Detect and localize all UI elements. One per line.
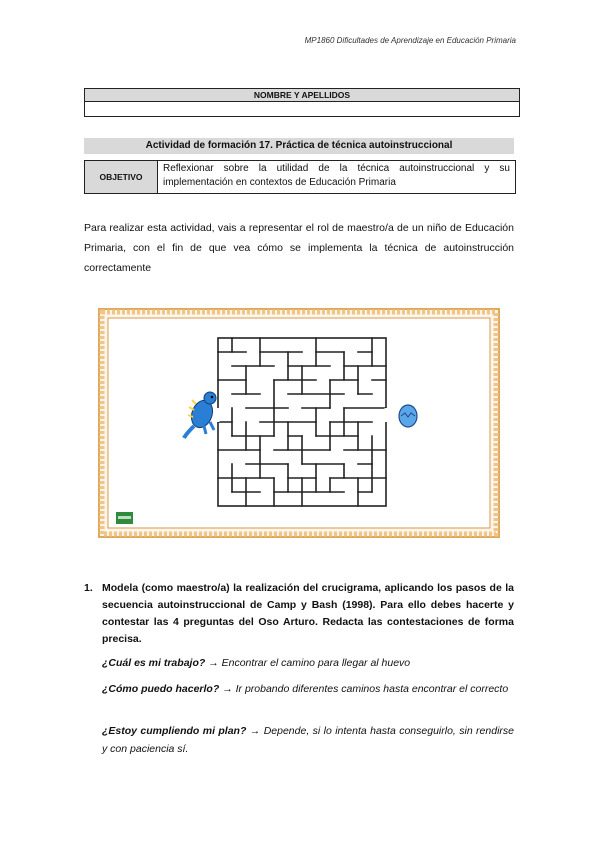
- question-text: Modela (como maestro/a) la realización del crucigrama, aplicando los pasos de la secuencia autoinstruccional de Camp y Bash (1998). Para ello debes hacerte y contestar las 4 preguntas del Oso Arturo. Redacta las contestaciones de forma precisa.: [102, 582, 514, 645]
- answer-3-question: ¿Estoy cumpliendo mi plan?: [102, 725, 247, 737]
- arrow-icon: →: [249, 725, 261, 737]
- arrow-icon: →: [208, 657, 219, 669]
- answer-1-question: ¿Cuál es mi trabajo?: [102, 657, 206, 669]
- publisher-logo: [116, 512, 133, 524]
- answer-1-text: Encontrar el camino para llegar al huevo: [221, 657, 411, 669]
- answer-2-text: Ir probando diferentes caminos hasta encontrar el correcto: [235, 683, 509, 695]
- maze-illustration: [98, 308, 500, 538]
- name-field[interactable]: [85, 102, 519, 116]
- answer-2-question: ¿Cómo puedo hacerlo?: [102, 683, 220, 695]
- answer-3: [102, 722, 514, 758]
- name-table-header: NOMBRE Y APELLIDOS: [85, 89, 519, 102]
- activity-title: Actividad de formación 17. Práctica de técnica autoinstruccional: [84, 138, 514, 154]
- name-table: [84, 88, 520, 117]
- objective-text: Reflexionar sobre la utilidad de la técnica autoinstruccional y su implementación en contextos de Educación Primaria: [163, 163, 510, 188]
- answer-1: [102, 654, 514, 672]
- arrow-icon: →: [222, 683, 233, 695]
- answer-3-text: Depende, si lo intenta hasta conseguirlo, sin rendirse y con paciencia sí.: [102, 725, 514, 755]
- answer-2: [102, 680, 514, 698]
- egg-icon: [399, 405, 417, 427]
- objective-table: [84, 160, 516, 194]
- objective-label: OBJETIVO: [85, 161, 158, 193]
- question-number: 1.: [84, 582, 93, 594]
- question-1: [84, 580, 514, 648]
- intro-paragraph: Para realizar esta actividad, vais a representar el rol de maestro/a de un niño de Educación Primaria, con el fin de que vea cómo se implementa la técnica de autoinstrucción correctamente: [84, 222, 514, 274]
- maze-frame-inner: [108, 318, 490, 528]
- course-header-note: MP1860 Dificultades de Aprendizaje en Educación Primaria: [304, 36, 516, 45]
